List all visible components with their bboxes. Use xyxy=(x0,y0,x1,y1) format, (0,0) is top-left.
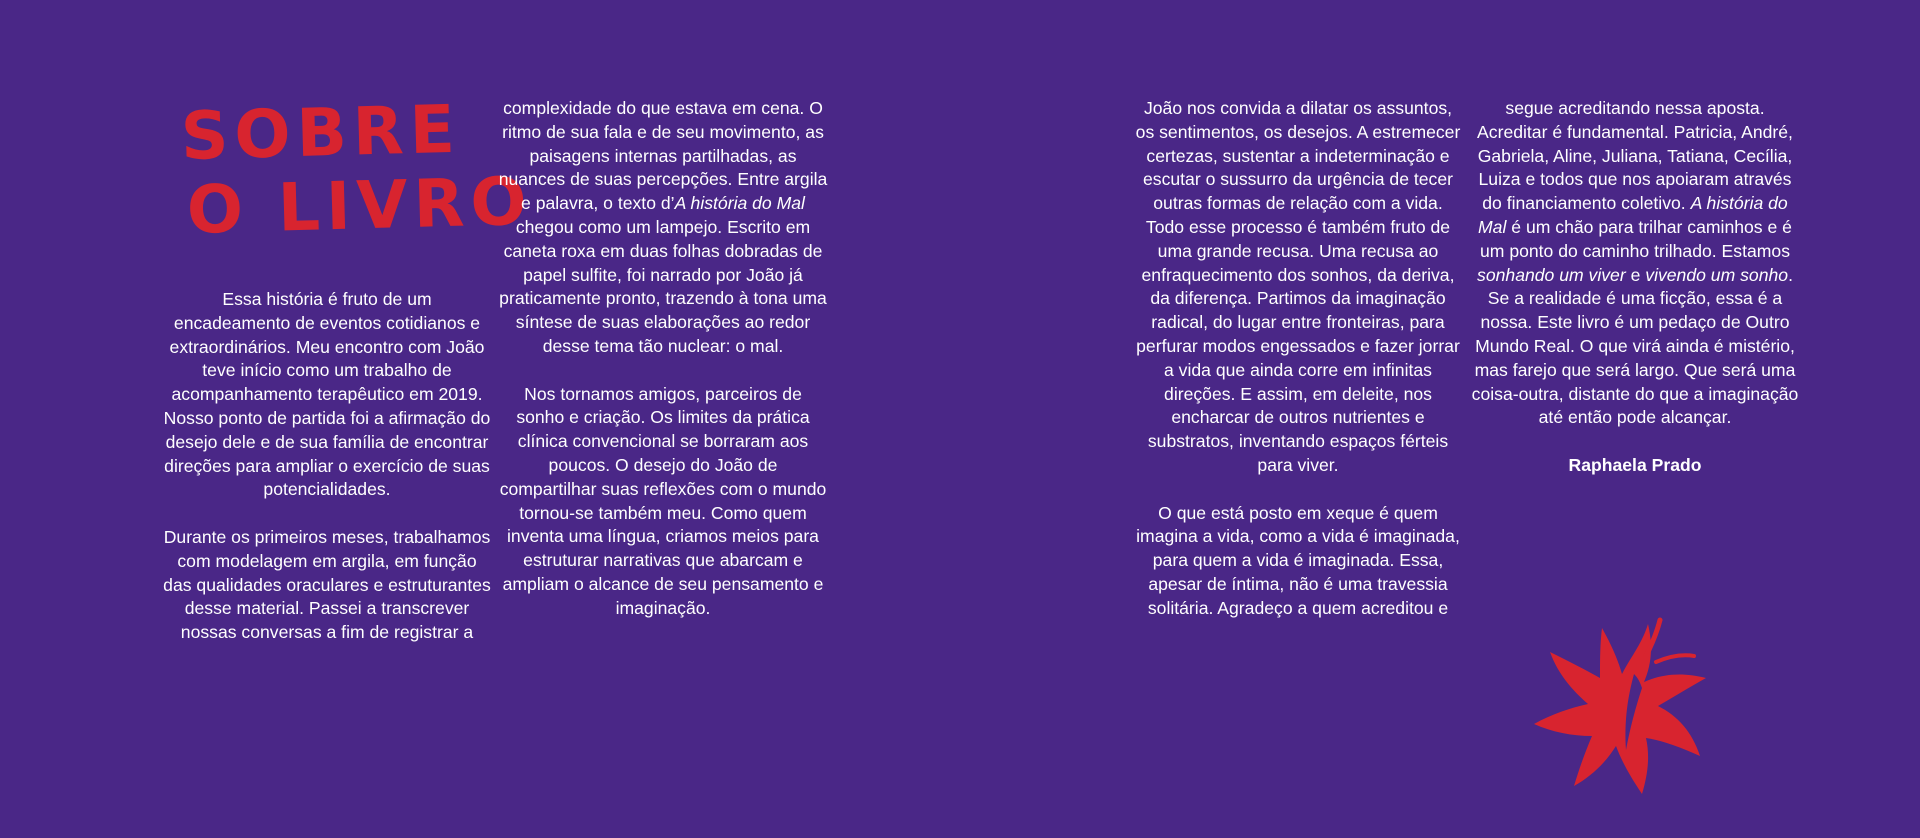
text-segment: . Se a realidade é uma ficção, essa é a nossa. Este livro é um pedaço de Outro Mundo Real. O que virá ainda é mistério, mas farejo que será largo. Que será uma coisa-outra, distante do que a imaginação até então pode alcançar. xyxy=(1471,264,1804,428)
text-segment: chegou como um lampejo. Escrito em caneta roxa em duas folhas dobradas de papel sulfite, foi narrado por João já praticamente pronto, trazendo à tona uma síntese de suas elaborações ao redor desse tema tão nuclear: o mal. xyxy=(499,193,832,356)
emphasis-italic: sonhando um viver xyxy=(1477,264,1626,285)
section-title xyxy=(179,90,534,249)
paragraph: O que está posto em xeque é quem imagina a vida, como a vida é imaginada, para quem a vida é imaginada. Essa, apesar de íntima, não é uma travessia solitária. Agradeço a quem acreditou e xyxy=(1136,502,1460,618)
author-signature: Raphaela Prado xyxy=(1568,454,1702,475)
paragraph xyxy=(498,97,833,359)
paragraph: Durante os primeiros meses, trabalhamos com modelagem em argila, em função das qualidades oraculares e estruturantes desse material. Passei a transcrever nossas conversas a fim de registrar a xyxy=(163,526,491,643)
text-column-4 xyxy=(1470,97,1804,478)
paragraph: Nos tornamos amigos, parceiros de sonho e criação. Os limites da prática clínica convencional se borraram aos poucos. O desejo do João de compartilhar suas reflexões com o mundo tornou-se também meu. Como quem inventa uma língua, criamos meios para estruturar narrativas que abarcam e ampliam o alcance de seu pensamento e imaginação. xyxy=(499,383,827,618)
emphasis-italic: vivendo um sonho xyxy=(1645,264,1789,285)
text-segment: complexidade do que estava em cena. O ritmo de sua fala e de seu movimento, as paisagens internas partilhadas, as nuances de suas percepções. Entre argila e palavra, o texto d’ xyxy=(498,98,833,214)
paragraph xyxy=(1470,97,1804,430)
text-segment: é um chão para trilhar caminhos e é um ponto do caminho trilhado. Estamos xyxy=(1479,216,1797,261)
book-title-italic: A história do Mal xyxy=(1478,193,1793,237)
title-line-1: SOBRE xyxy=(179,90,462,175)
text-segment: segue acreditando nessa aposta. Acreditar é fundamental. Patricia, André, Gabriela, Aline, Juliana, Tatiana, Cecília, Luiza e todos que nos apoiaram através do financiamento coletivo. xyxy=(1477,98,1798,214)
text-column-2 xyxy=(498,97,833,621)
title-line-2: O LIVRO xyxy=(185,162,534,249)
text-segment: e xyxy=(1625,264,1646,285)
paragraph: Essa história é fruto de um encadeamento de eventos cotidianos e extraordinários. Meu encontro com João teve início como um trabalho de acompanhamento terapêutico em 2019. Nosso ponto de partida foi a afirmação do desejo dele e de sua família de encontrar direções para ampliar o exercício de suas potencialidades. xyxy=(163,289,491,500)
text-column-3 xyxy=(1133,97,1463,621)
text-column-1 xyxy=(162,288,492,645)
paragraph: João nos convida a dilatar os assuntos, os sentimentos, os desejos. A estremecer certezas, sustentar a indeterminação e escutar o sussurro da urgência de tecer outras formas de relação com a vida. Todo esse processo é também fruto de uma grande recusa. Uma recusa ao enfraquecimento dos sonhos, da deriva, da diferença. Partimos da imaginação radical, do lugar entre fronteiras, para perfurar modos engessados e fazer jorrar a vida que ainda corre em infinitas direções. E assim, em deleite, nos encharcar de outros nutrientes e substratos, inventando espaços férteis para viver. xyxy=(1135,98,1461,475)
red-flower-illustration-icon xyxy=(1530,616,1720,796)
book-title-italic: A história do Mal xyxy=(674,193,805,214)
